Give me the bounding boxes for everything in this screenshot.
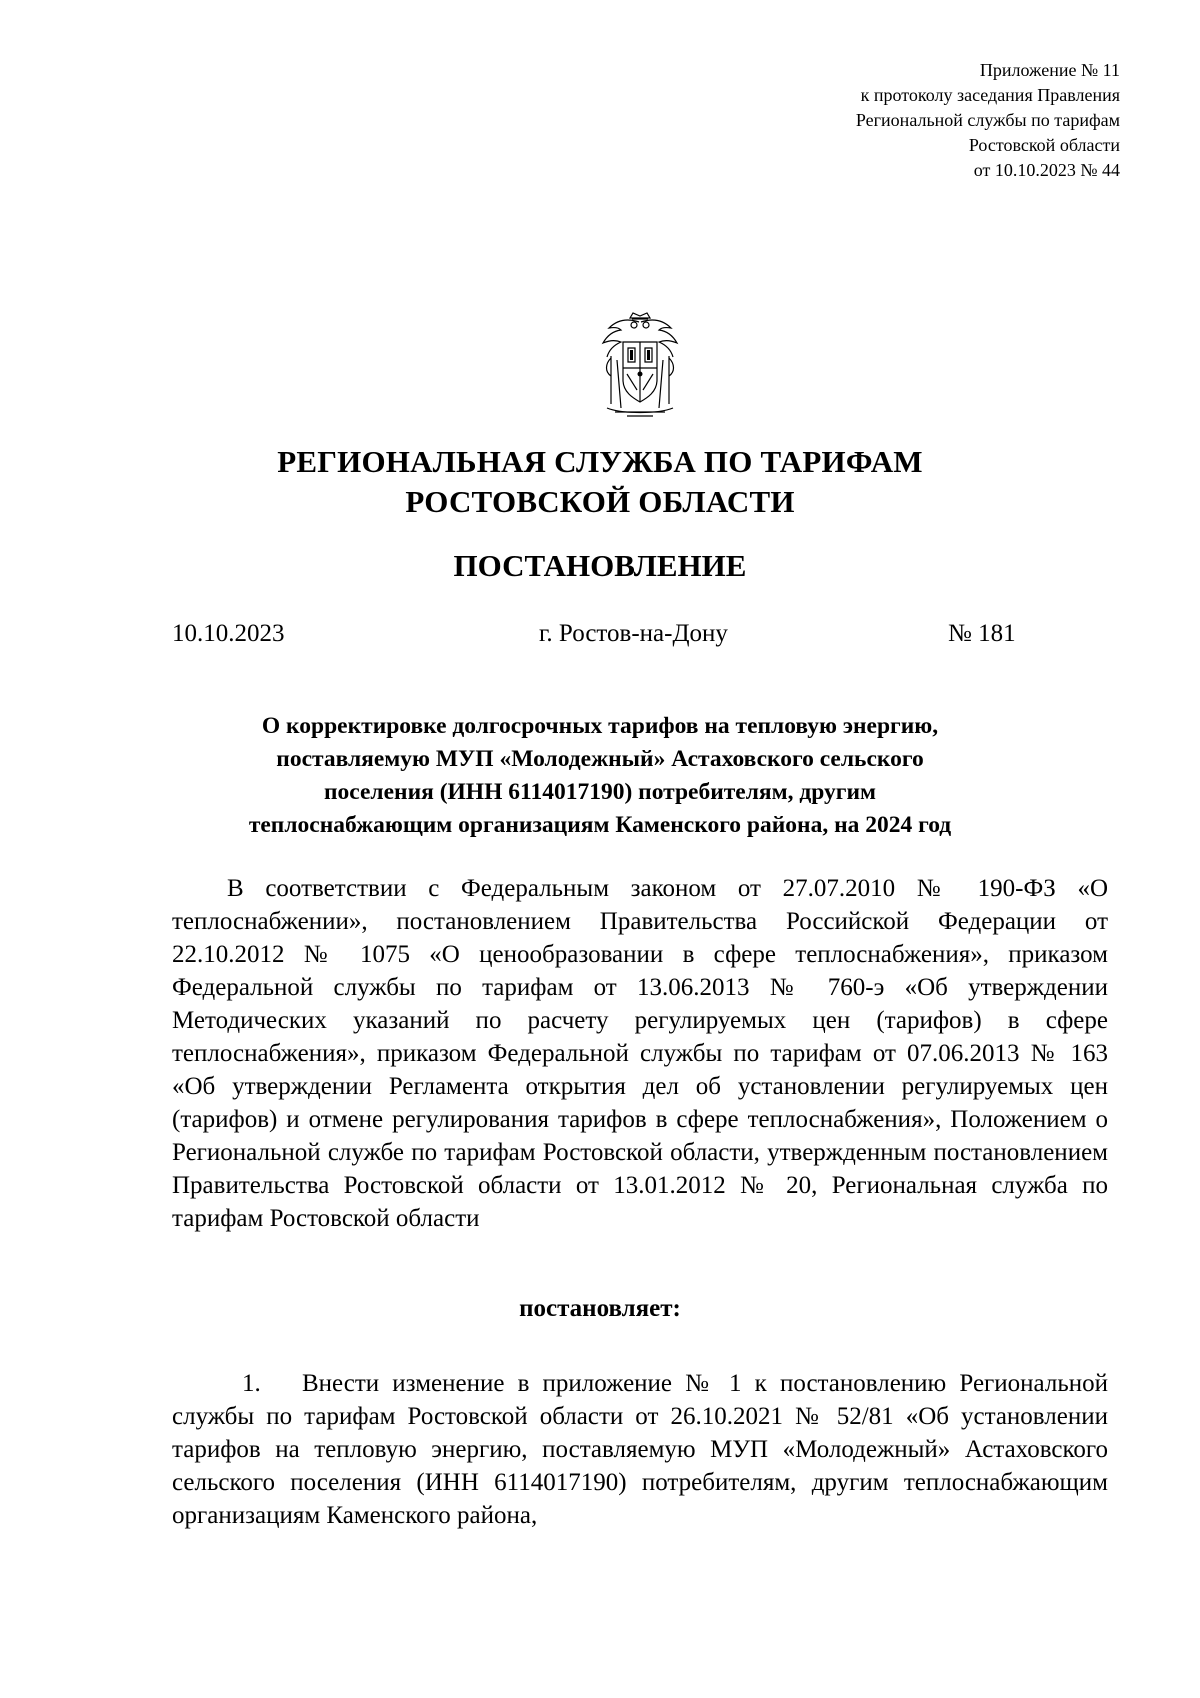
subject-line: О корректировке долгосрочных тарифов на тепловую энергию,	[261, 713, 939, 739]
annex-line: Региональной службы по тарифам	[855, 110, 1120, 130]
subject-line: поставляемую МУП «Молодежный» Астаховского сельского	[276, 746, 924, 772]
subject-line: теплоснабжающим организациям Каменского района, на 2024 год	[248, 812, 952, 838]
annex-line: от 10.10.2023 № 44	[973, 160, 1120, 180]
clause-number: 1.	[242, 1370, 261, 1397]
document-meta	[172, 614, 1028, 654]
agency-name-line: РОСТОВСКОЙ ОБЛАСТИ	[405, 484, 795, 519]
annex-line: к протоколу заседания Правления	[860, 85, 1120, 105]
preamble-paragraph: В соответствии с Федеральным законом от 27.07.2010 № 190-ФЗ «О теплоснабжении», постановлением Правительства Российской Федерации от 22.10.2012 № 1075 «О ценообразовании в сфере теплоснабжения», приказом Федеральной службы по тарифам от 13.06.2013 № 760-э «Об утверждении Методических указаний по расчету регулируемых цен (тарифов) в сфере теплоснабжения», приказом Федеральной службы по тарифам от 07.06.2013 № 163 «Об утверждении Регламента открытия дел об установлении регулируемых цен (тарифов) и отмене регулирования тарифов в сфере теплоснабжения», Положением о Региональной службе по тарифам Ростовской области, утвержденным постановлением Правительства Ростовской области от 13.01.2012 № 20, Региональная служба по тарифам Ростовской области	[172, 875, 1108, 1232]
coat-of-arms-icon	[597, 312, 683, 420]
resolves-heading: постановляет:	[519, 1295, 681, 1322]
document-subject	[172, 710, 1028, 842]
document-type: ПОСТАНОВЛЕНИЕ	[453, 548, 747, 583]
agency-name-line: РЕГИОНАЛЬНАЯ СЛУЖБА ПО ТАРИФАМ	[277, 444, 923, 479]
document-date: 10.10.2023	[172, 620, 285, 647]
agency-name	[0, 442, 1200, 522]
document-place: г. Ростов-на-Дону	[539, 620, 728, 647]
clause-1	[172, 1367, 1108, 1532]
annex-line: Приложение № 11	[979, 60, 1120, 80]
annex-reference	[856, 58, 1120, 183]
document-number: № 181	[948, 620, 1016, 647]
clause-text: Внести изменение в приложение № 1 к постановлению Региональной службы по тарифам Ростовской области от 26.10.2021 № 52/81 «Об установлении тарифов на тепловую энергию, поставляемую МУП «Молодежный» Астаховского сельского поселения (ИНН 6114017190) потребителям, другим теплоснабжающим организациям Каменского района,	[172, 1370, 1108, 1529]
annex-line: Ростовской области	[968, 135, 1120, 155]
subject-line: поселения (ИНН 6114017190) потребителям, другим	[323, 779, 876, 805]
